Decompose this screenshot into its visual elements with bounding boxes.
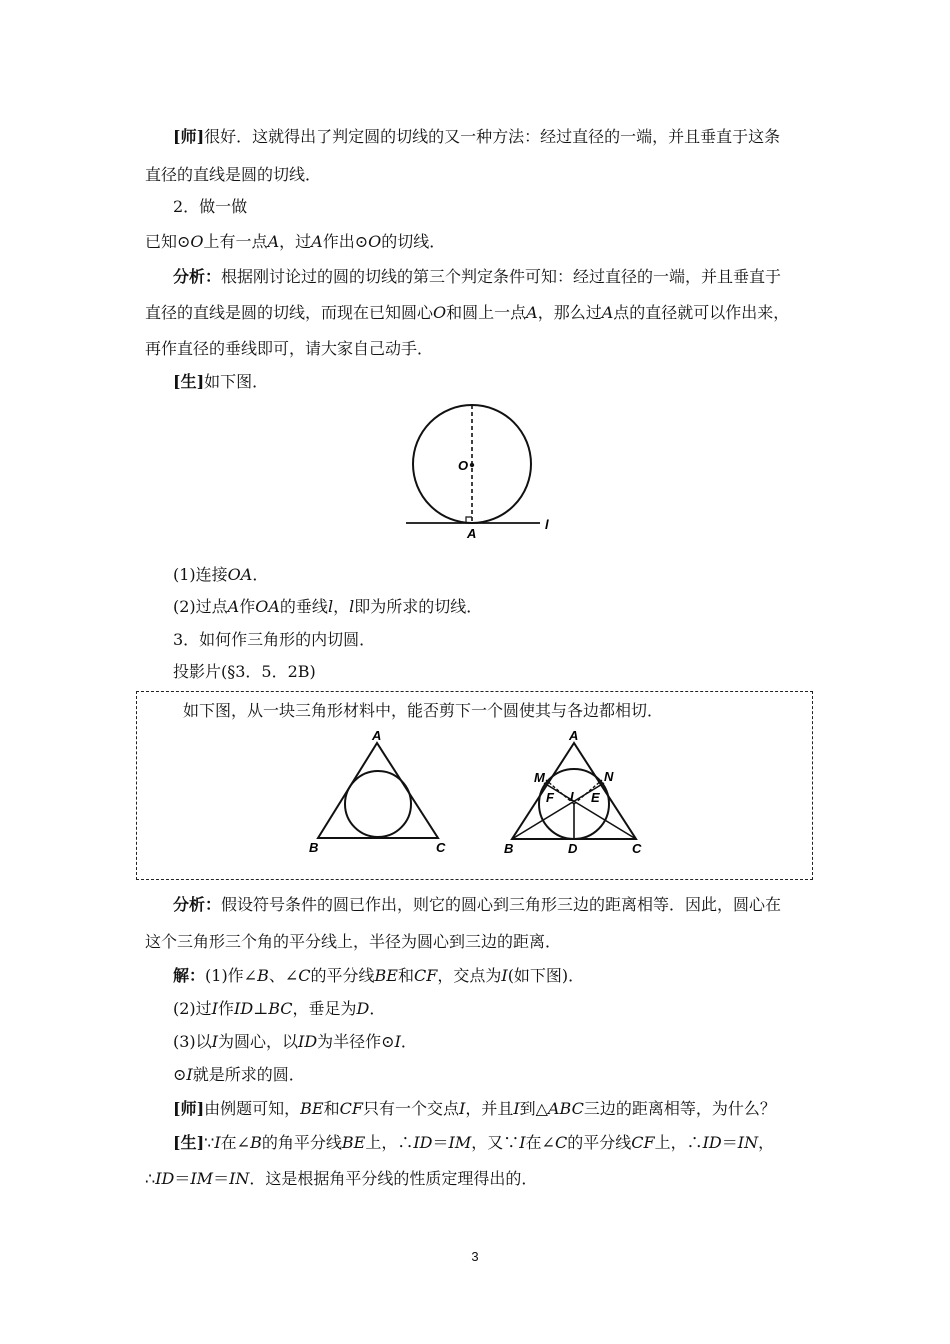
student-answer-1: [生]如下图． (173, 372, 269, 391)
teacher-tag: [师] (173, 127, 205, 146)
solution-step-3: (3)以I为圆心，以ID为半径作⊙I． (173, 1032, 417, 1051)
label-e: E (591, 790, 600, 805)
label-d: D (568, 841, 578, 856)
label-a: A (372, 728, 382, 743)
triangle-abc (318, 743, 438, 838)
label-a: A (467, 526, 477, 541)
teacher-remark-line-2: 直径的直线是圆的切线． (145, 165, 322, 184)
label-a: A (569, 728, 579, 743)
analysis-2-line-2: 这个三角形三个角的平分线上，半径为圆心到三边的距离． (145, 932, 562, 951)
center-point (470, 463, 474, 467)
analysis-2-line-1: 分析：假设符号条件的圆已作出，则它的圆心到三角形三边的距离相等．因此，圆心在 (173, 895, 782, 914)
question-2: 已知⊙O上有一点A，过A作出⊙O的切线． (145, 232, 446, 251)
label-l: l (545, 517, 549, 532)
projection-box-text: 如下图，从一块三角形材料中，能否剪下一个圆使其与各边都相切． (183, 701, 664, 720)
solution-step-4: ⊙I就是所求的圆． (173, 1065, 305, 1084)
figure-circle-tangent (400, 402, 560, 542)
section-heading-2: 2．做一做 (173, 197, 248, 216)
student-answer-2-line-1: [生]∵I在∠B的角平分线BE上，∴ID＝IM，又∵I在∠C的平分线CF上，∴ID＝IN， (173, 1133, 775, 1152)
label-c: C (632, 841, 642, 856)
label-b: B (504, 841, 514, 856)
teacher-remark-line-1: [师]很好．这就得出了判定圆的切线的又一种方法：经过直径的一端，并且垂直于这条 (173, 127, 781, 146)
solution-step-1: 解：(1)作∠B、∠C的平分线BE和CF，交点为I(如下图)． (173, 966, 585, 985)
step-1: (1)连接OA． (173, 565, 269, 584)
label-m: M (534, 770, 545, 785)
analysis-1-line-3: 再作直径的垂线即可，请大家自己动手． (145, 339, 434, 358)
label-f: F (546, 790, 554, 805)
label-i: I (570, 789, 574, 804)
step-2: (2)过点A作OA的垂线l，l即为所求的切线． (173, 597, 483, 616)
page-number: 3 (471, 1249, 479, 1264)
student-answer-2-line-2: ∴ID＝IM＝IN．这是根据角平分线的性质定理得出的． (145, 1169, 538, 1188)
label-c: C (436, 840, 446, 855)
label-b: B (309, 840, 319, 855)
solution-step-2: (2)过I作ID⊥BC，垂足为D． (173, 999, 386, 1018)
teacher-question-2: [师]由例题可知，BE和CF只有一个交点I，并且I到△ABC三边的距离相等，为什么？ (173, 1099, 776, 1118)
section-heading-3: 3．如何作三角形的内切圆． (173, 630, 376, 649)
label-o: O (458, 458, 469, 473)
inscribed-circle (345, 771, 411, 837)
figure-triangle-incircle (300, 725, 460, 855)
projection-label: 投影片(§3．5．2B) (173, 662, 316, 681)
figure-incircle-construction (496, 725, 656, 860)
analysis-1-line-1: 分析：根据刚讨论过的圆的切线的第三个判定条件可知：经过直径的一端，并且垂直于 (173, 267, 782, 286)
analysis-1-line-2: 直径的直线是圆的切线，而现在已知圆心O和圆上一点A，那么过A点的直径就可以作出来， (145, 303, 790, 322)
label-n: N (604, 769, 614, 784)
